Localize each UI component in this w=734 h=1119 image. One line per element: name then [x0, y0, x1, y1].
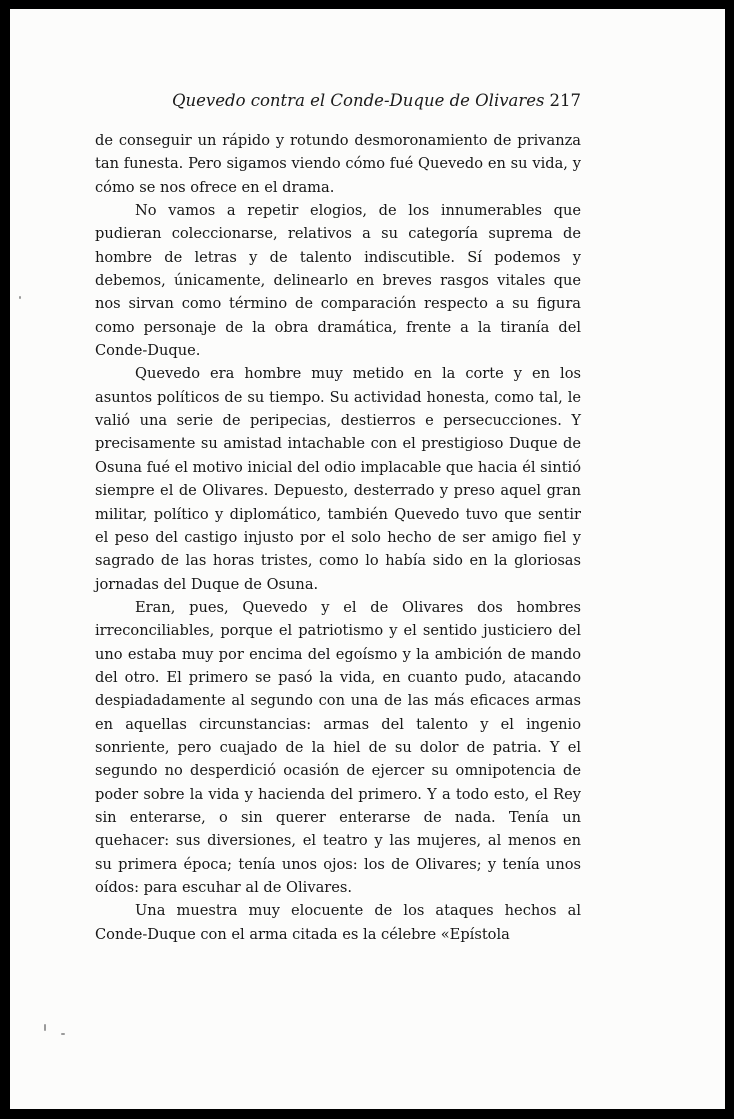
page-number: 217: [549, 91, 581, 110]
paper-speck: [19, 296, 21, 299]
paper-speck: [61, 1033, 65, 1035]
paper-speck: [44, 1024, 46, 1031]
book-page: [10, 9, 725, 1109]
body-text: [95, 129, 581, 946]
paragraph: No vamos a repetir elogios, de los innumerables que pudieran coleccionarse, relativos a su categoría suprema de hombre de letras y de talento indiscutible. Sí podemos y debemos, únicamente, delinearlo en breves rasgos vitales que nos sirvan como término de comparación respecto a su figura como personaje de la obra dramática, frente a la tiranía del Conde-Duque.: [95, 202, 581, 360]
page-header: [172, 91, 581, 115]
paragraph: Eran, pues, Quevedo y el de Olivares dos hombres irreconciliables, porque el patriotismo y el sentido justiciero del uno estaba muy por encima del egoísmo y la ambición de mando del otro. El primero se pasó la vida, en cuanto pudo, atacando despiadadamente al segundo con una de las más eficaces armas en aquellas circunstancias: armas del talento y el ingenio sonriente, pero cuajado de la hiel de su dolor de patria. Y el segundo no desperdició ocasión de ejercer su omnipotencia de poder sobre la vida y hacienda del primero. Y a todo esto, el Rey sin enterarse, o sin querer enterarse de nada. Tenía un quehacer: sus diversiones, el teatro y las mujeres, al menos en su primera época; tenía unos ojos: los de Olivares; y tenía unos oídos: para escuhar al de Olivares.: [95, 598, 581, 896]
paragraph-continued: de conseguir un rápido y rotundo desmoronamiento de privanza tan funesta. Pero sigamos viendo cómo fué Quevedo en su vida, y cómo se nos ofrece en el drama.: [95, 132, 581, 196]
paragraph-continues: Una muestra muy elocuente de los ataques hechos al Conde-Duque con el arma citada es la célebre «Epístola: [95, 902, 581, 943]
paragraph: Quevedo era hombre muy metido en la corte y en los asuntos políticos de su tiempo. Su actividad honesta, como tal, le valió una serie de peripecias, destierros e persecucciones. Y precisamente su amistad intachable con el prestigioso Duque de Osuna fué el motivo inicial del odio implacable que hacia él sintió siempre el de Olivares. Depuesto, desterrado y preso aquel gran militar, político y diplomático, también Quevedo tuvo que sentir el peso del castigo injusto por el solo hecho de ser amigo fiel y sagrado de las horas tristes, como lo había sido en la gloriosas jornadas del Duque de Osuna.: [95, 365, 582, 593]
running-title: Quevedo contra el Conde-Duque de Olivares: [172, 91, 545, 110]
